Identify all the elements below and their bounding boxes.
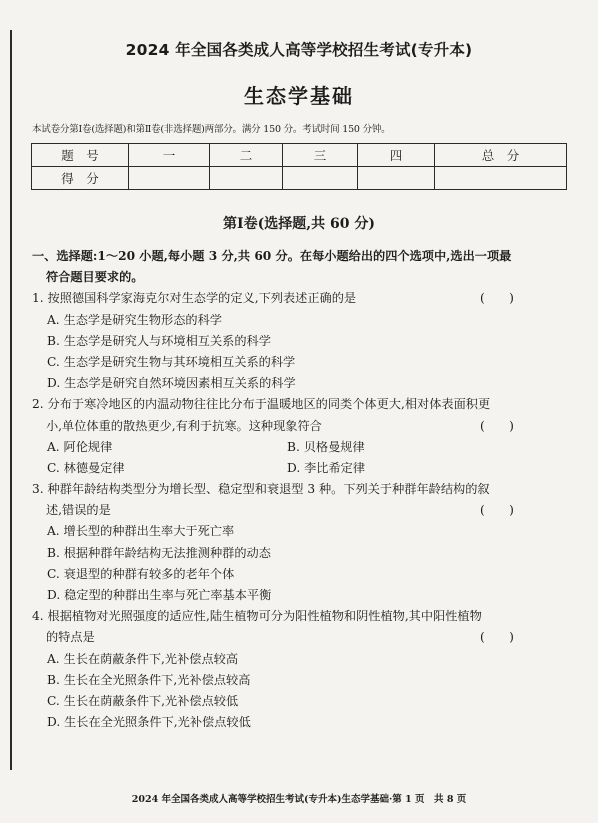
- q4-option-d: D. 生长在全光照条件下,光补偿点较低: [47, 715, 251, 730]
- q3-option-a: A. 增长型的种群出生率大于死亡率: [47, 524, 235, 539]
- score-table-score-row: [32, 167, 567, 190]
- answer-paren: ( ): [480, 291, 514, 306]
- q2-option-a: A. 阿伦规律: [47, 439, 113, 454]
- question-3-text-cont: 述,错误的是: [46, 503, 111, 518]
- q2-option-b: B. 贝格曼规律: [287, 439, 365, 454]
- score-header-cell: 三: [283, 144, 358, 167]
- score-header-cell: 二: [210, 144, 283, 167]
- q3-option-c: C. 衰退型的种群有较多的老年个体: [47, 566, 235, 581]
- question-1-text: 1. 按照德国科学家海克尔对生态学的定义,下列表述正确的是: [32, 291, 357, 306]
- score-cell: [358, 167, 435, 190]
- q2-option-c: C. 林德曼定律: [47, 460, 125, 475]
- q1-option-d: D. 生态学是研究自然环境因素相互关系的科学: [47, 376, 296, 391]
- question-3-text: 3. 种群年龄结构类型分为增长型、稳定型和衰退型 3 种。下列关于种群年龄结构的叙: [32, 482, 490, 497]
- answer-paren: ( ): [480, 418, 514, 433]
- score-header-cell: 一: [129, 144, 210, 167]
- question-content: [32, 246, 572, 733]
- q1-option-a: A. 生态学是研究生物形态的科学: [47, 312, 222, 327]
- subject-title: 生态学基础: [244, 84, 354, 108]
- part1-title: 第Ⅰ卷(选择题,共 60 分): [223, 216, 375, 232]
- score-cell: [129, 167, 210, 190]
- q1-option-b: B. 生态学是研究人与环境相互关系的科学: [47, 333, 271, 348]
- q4-option-b: B. 生长在全光照条件下,光补偿点较高: [47, 672, 251, 687]
- section-instruction-cont: 符合题目要求的。: [46, 270, 144, 285]
- answer-paren: ( ): [480, 503, 514, 518]
- question-2-stem-cont: [32, 416, 572, 437]
- score-header-cell: 总 分: [435, 144, 567, 167]
- score-cell: [210, 167, 283, 190]
- score-header-cell: 题 号: [32, 144, 129, 167]
- question-4-stem-cont: [32, 627, 572, 648]
- score-cell: [435, 167, 567, 190]
- page-footer: 2024 年全国各类成人高等学校招生考试(专升本)生态学基础·第 1 页 共 8 页: [131, 794, 467, 805]
- binding-margin-line: [10, 30, 12, 770]
- score-row-label: 得 分: [32, 167, 129, 190]
- q2-option-d: D. 李比希定律: [287, 460, 366, 475]
- q3-option-b: B. 根据种群年龄结构无法推测种群的动态: [47, 545, 271, 560]
- question-2-text-cont: 小,单位体重的散热更少,有利于抗寒。这种现象符合: [46, 418, 322, 433]
- score-table: [31, 143, 567, 190]
- q2-options-row2: [32, 458, 572, 479]
- question-1-stem: [32, 288, 572, 309]
- q4-option-a: A. 生长在荫蔽条件下,光补偿点较高: [47, 651, 239, 666]
- q1-option-c: C. 生态学是研究生物与其环境相互关系的科学: [47, 354, 296, 369]
- question-4-text-cont: 的特点是: [46, 630, 95, 645]
- question-4-text: 4. 根据植物对光照强度的适应性,陆生植物可分为阳性植物和阴性植物,其中阳性植物: [32, 609, 482, 624]
- q4-option-c: C. 生长在荫蔽条件下,光补偿点较低: [47, 693, 239, 708]
- question-2-text: 2. 分布于寒冷地区的内温动物往往比分布于温暖地区的同类个体更大,相对体表面积更: [32, 397, 491, 412]
- question-3-stem-cont: [32, 500, 572, 521]
- exam-title: 2024 年全国各类成人高等学校招生考试(专升本): [125, 41, 473, 59]
- score-header-cell: 四: [358, 144, 435, 167]
- score-table-header-row: [32, 144, 567, 167]
- section-instruction: 一、选择题:1～20 小题,每小题 3 分,共 60 分。在每小题给出的四个选项中,选出一项最: [32, 249, 512, 263]
- q3-option-d: D. 稳定型的种群出生率与死亡率基本平衡: [47, 588, 272, 602]
- q2-options-row1: [32, 437, 572, 458]
- exam-notice: 本试卷分第Ⅰ卷(选择题)和第Ⅱ卷(非选择题)两部分。满分 150 分。考试时间 150 分钟。: [32, 124, 391, 135]
- answer-paren: ( ): [480, 630, 514, 645]
- score-cell: [283, 167, 358, 190]
